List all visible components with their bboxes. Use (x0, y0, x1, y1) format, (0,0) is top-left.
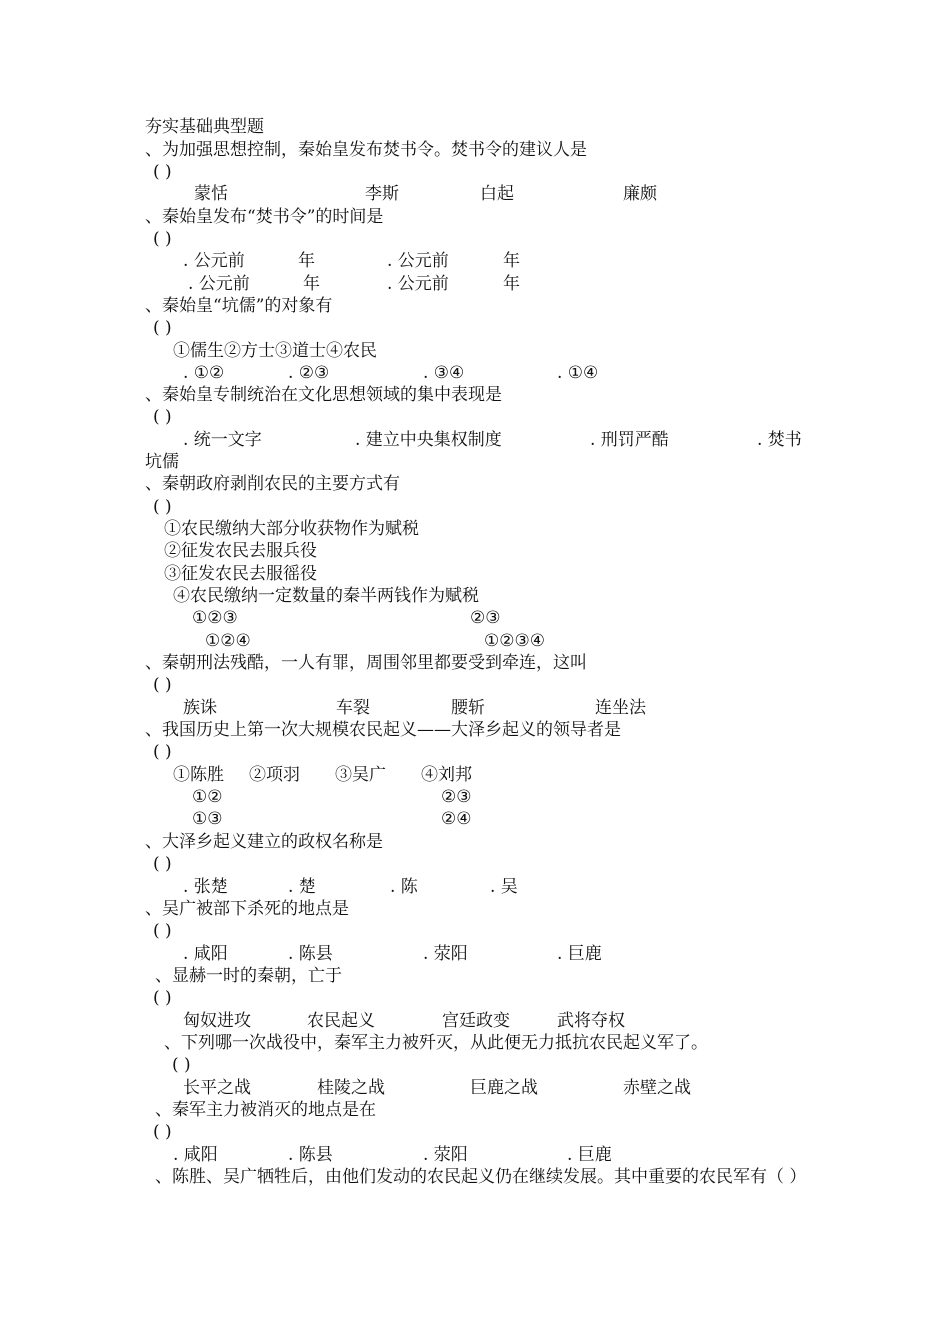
option: 巨鹿之战 (470, 1078, 538, 1098)
answer-paren: ( ) (153, 854, 172, 874)
option: . ②③ (288, 363, 330, 383)
question-items: ①儒生②方士③道士④农民 (173, 341, 377, 361)
option: ①②③ (192, 608, 238, 628)
option: . ①② (183, 363, 225, 383)
option: ②③ (441, 787, 472, 807)
option: 农民起义 (307, 1011, 375, 1031)
option: . 张楚 (183, 877, 228, 897)
option: 廉颇 (623, 184, 657, 204)
option: 武将夺权 (557, 1011, 625, 1031)
option: 年 (298, 251, 315, 271)
option: ①②③④ (484, 631, 545, 651)
option: 李斯 (365, 184, 399, 204)
option: . ③④ (423, 363, 465, 383)
option: 桂陵之战 (317, 1078, 385, 1098)
option: 蒙恬 (194, 184, 228, 204)
option: . 公元前 (387, 274, 449, 294)
option: . 建立中央集权制度 (355, 430, 502, 450)
question-item: ③吴广 (335, 765, 386, 785)
question-stem: 、秦军主力被消灭的地点是在 (155, 1100, 376, 1120)
question-item: ③征发农民去服徭役 (164, 564, 317, 584)
option: 族诛 (183, 698, 217, 718)
option: . 陈县 (288, 944, 333, 964)
option: 宫廷政变 (442, 1011, 510, 1031)
option: . 楚 (288, 877, 316, 897)
option: . 吴 (490, 877, 518, 897)
option: ①③ (192, 809, 223, 829)
question-stem: 、显赫一时的秦朝，亡于 (155, 966, 342, 986)
answer-paren: ( ) (153, 162, 172, 182)
section-title: 夯实基础典型题 (145, 117, 264, 137)
option: . 刑罚严酷 (590, 430, 669, 450)
question-stem: 、秦朝刑法残酷，一人有罪，周围邻里都要受到牵连，这叫 (145, 653, 587, 673)
option: . 陈 (390, 877, 418, 897)
option: 车裂 (336, 698, 370, 718)
option: . 陈县 (288, 1145, 333, 1165)
option: 年 (303, 274, 320, 294)
option: . 公元前 (183, 251, 245, 271)
option: 年 (503, 274, 520, 294)
answer-paren: ( ) (153, 407, 172, 427)
option: . 咸阳 (183, 944, 228, 964)
answer-paren: ( ) (153, 1122, 172, 1142)
question-stem: 、为加强思想控制，秦始皇发布焚书令。焚书令的建议人是 (145, 140, 587, 160)
option: . 咸阳 (173, 1145, 218, 1165)
question-stem: 、秦始皇发布“焚书令”的时间是 (145, 207, 384, 227)
answer-paren: ( ) (153, 497, 172, 517)
question-item: ②项羽 (249, 765, 300, 785)
question-stem: 、秦始皇“坑儒”的对象有 (145, 296, 333, 316)
answer-paren: ( ) (153, 988, 172, 1008)
question-item: ④刘邦 (421, 765, 472, 785)
answer-paren: ( ) (153, 742, 172, 762)
option: 赤壁之战 (623, 1078, 691, 1098)
answer-paren: ( ) (153, 229, 172, 249)
option: . 荥阳 (423, 1145, 468, 1165)
question-stem: 、秦朝政府剥削农民的主要方式有 (145, 474, 400, 494)
option: ①② (192, 787, 223, 807)
answer-paren: ( ) (153, 675, 172, 695)
option: . ①④ (557, 363, 599, 383)
option: . 统一文字 (183, 430, 262, 450)
option: . 荥阳 (423, 944, 468, 964)
option: . 公元前 (387, 251, 449, 271)
option: 腰斩 (451, 698, 485, 718)
question-item: ①陈胜 (173, 765, 224, 785)
option: ②④ (441, 809, 472, 829)
option: . 焚书坑儒 (145, 430, 802, 472)
answer-paren: ( ) (153, 921, 172, 941)
option: 连坐法 (595, 698, 646, 718)
answer-paren: ( ) (172, 1055, 191, 1075)
option: ②③ (470, 608, 501, 628)
question-item: ④农民缴纳一定数量的秦半两钱作为赋税 (173, 586, 479, 606)
option: 匈奴进攻 (183, 1011, 251, 1031)
question-item: ②征发农民去服兵役 (164, 541, 317, 561)
question-stem: 、陈胜、吴广牺牲后，由他们发动的农民起义仍在继续发展。其中重要的农民军有（ ） (155, 1167, 807, 1187)
option: 长平之战 (183, 1078, 251, 1098)
option: . 公元前 (188, 274, 250, 294)
question-stem: 、大泽乡起义建立的政权名称是 (145, 832, 383, 852)
answer-paren: ( ) (153, 318, 172, 338)
option: ①②④ (205, 631, 251, 651)
option: . 巨鹿 (567, 1145, 612, 1165)
option: 年 (503, 251, 520, 271)
question-stem: 、秦始皇专制统治在文化思想领域的集中表现是 (145, 385, 502, 405)
option: 白起 (480, 184, 514, 204)
question-stem: 、吴广被部下杀死的地点是 (145, 899, 349, 919)
question-item: ①农民缴纳大部分收获物作为赋税 (164, 519, 419, 539)
question-stem: 、下列哪一次战役中，秦军主力被歼灭，从此便无力抵抗农民起义军了。 (164, 1033, 708, 1053)
option: . 巨鹿 (557, 944, 602, 964)
question-stem: 、我国历史上第一次大规模农民起义——大泽乡起义的领导者是 (145, 720, 621, 740)
